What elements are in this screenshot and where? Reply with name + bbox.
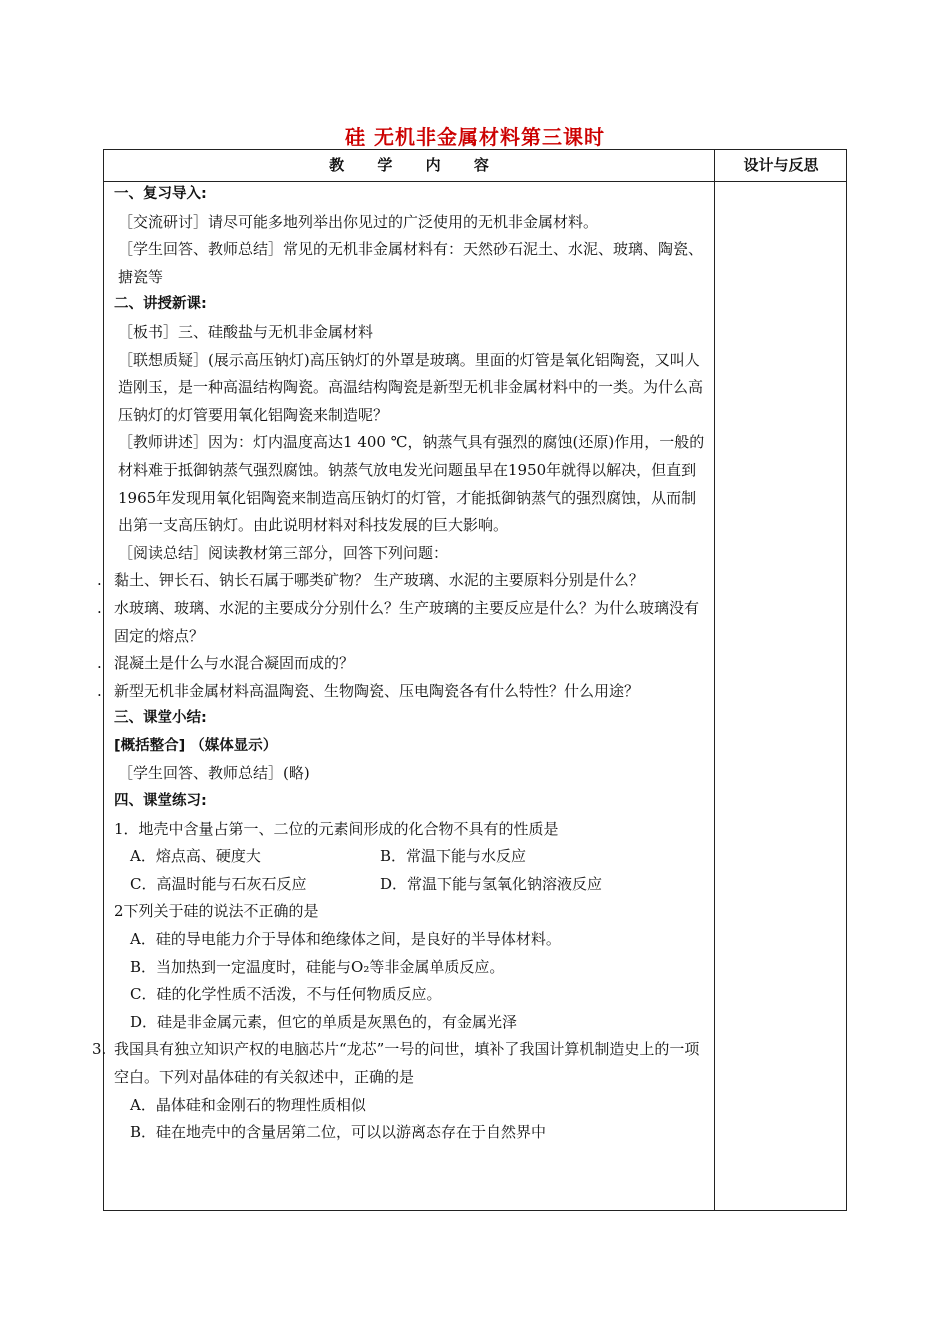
option-b: B．常温下能与水反应 xyxy=(380,847,527,866)
bullet-mark: . xyxy=(97,598,102,617)
bullet-mark: . xyxy=(97,571,102,590)
review-answer: ［学生回答、教师总结］常见的无机非金属材料有：天然砂石泥土、水泥、玻璃、陶瓷、搪瓷等 xyxy=(118,240,704,286)
associate-question: ［联想质疑］(展示高压钠灯)高压钠灯的外罩是玻璃。里面的灯管是氧化铝陶瓷，又叫人造刚玉，是一种高温结构陶瓷。高温结构陶瓷是新型无机非金属材料中的一类。为什么高压钠灯的灯管要用氧化铝陶瓷来制造呢？ xyxy=(118,350,704,424)
option-c: C．硅的化学性质不活泼，不与任何物质反应。 xyxy=(130,985,442,1004)
exercise-1-options-row xyxy=(114,843,709,871)
column-divider xyxy=(714,150,715,1210)
summary-heading: 三、课堂小结: xyxy=(114,710,207,727)
review-question: ［交流研讨］请尽可能多地列举出你见过的广泛使用的无机非金属材料。 xyxy=(118,212,599,231)
question-item xyxy=(97,567,709,595)
summary-note: ［学生回答、教师总结］(略) xyxy=(118,764,310,783)
review-heading: 一、复习导入: xyxy=(114,186,207,202)
exercise-3 xyxy=(92,1036,709,1091)
content-column-header: 教 学 内 容 xyxy=(329,156,489,174)
question-text: 新型无机非金属材料高温陶瓷、生物陶瓷、压电陶瓷各有什么特性？什么用途？ xyxy=(114,681,640,700)
bullet-mark: . xyxy=(97,654,102,673)
exercise-2: 2下列关于硅的说法不正确的是 xyxy=(114,902,319,921)
practice-heading: 四、课堂练习: xyxy=(114,793,207,810)
summary-media: [概括整合] （媒体显示） xyxy=(114,737,278,754)
option-a: A．熔点高、硬度大 xyxy=(130,847,261,866)
question-item xyxy=(97,595,709,650)
reading-task: ［阅读总结］阅读教材第三部分，回答下列问题： xyxy=(118,543,449,562)
option-d: D．硅是非金属元素，但它的单质是灰黑色的，有金属光泽 xyxy=(130,1012,518,1031)
lesson-content xyxy=(92,181,709,1147)
new-lesson-heading: 二、讲授新课: xyxy=(114,296,207,313)
question-text: 我国具有独立知识产权的电脑芯片“龙芯”一号的问世，填补了我国计算机制造史上的一项空白。下列对晶体硅的有关叙述中，正确的是 xyxy=(114,1040,700,1086)
option-a: A．硅的导电能力介于导体和绝缘体之间，是良好的半导体材料。 xyxy=(130,930,561,949)
exercise-1: 1．地壳中含量占第一、二位的元素间形成的化合物不具有的性质是 xyxy=(114,819,559,838)
question-text: 水玻璃、玻璃、水泥的主要成分分别什么？生产玻璃的主要反应是什么？为什么玻璃没有固定的熔点？ xyxy=(114,598,700,645)
question-text: 混凝土是什么与水混合凝固而成的？ xyxy=(114,654,355,673)
exercise-1-options-row xyxy=(114,871,709,899)
page-title: 硅 无机非金属材料第三课时 xyxy=(345,125,605,149)
question-text: 黏土、钾长石、钠长石属于哪类矿物？ 生产玻璃、水泥的主要原料分别是什么？ xyxy=(114,571,644,590)
reflection-column-header: 设计与反思 xyxy=(743,156,819,174)
bullet-mark: . xyxy=(97,681,102,700)
question-number: 3. xyxy=(92,1040,107,1059)
teacher-explanation: ［教师讲述］因为：灯内温度高达1 400 ℃，钠蒸气具有强烈的腐蚀(还原)作用，一般的材料难于抵御钠蒸气强烈腐蚀。钠蒸气放电发光问题虽早在1950年就得以解决，但直到1965年发现用氧化铝陶瓷来制造高压钠灯的灯管，才能抵御钠蒸气的强烈腐蚀，从而制出第一支高压钠灯。由此说明材料对科技发展的巨大影响。 xyxy=(118,433,705,535)
question-item xyxy=(97,678,709,706)
option-b: B．当加热到一定温度时，硅能与O₂等非金属单质反应。 xyxy=(130,957,505,976)
board-note: ［板书］三、硅酸盐与无机非金属材料 xyxy=(118,322,374,341)
option-b: B．硅在地壳中的含量居第二位，可以以游离态存在于自然界中 xyxy=(130,1123,547,1142)
question-item xyxy=(97,650,709,678)
option-c: C．高温时能与石灰石反应 xyxy=(130,874,307,893)
option-a: A．晶体硅和金刚石的物理性质相似 xyxy=(130,1095,366,1114)
lesson-table xyxy=(92,149,847,1211)
option-d: D．常温下能与氢氧化钠溶液反应 xyxy=(380,874,603,893)
